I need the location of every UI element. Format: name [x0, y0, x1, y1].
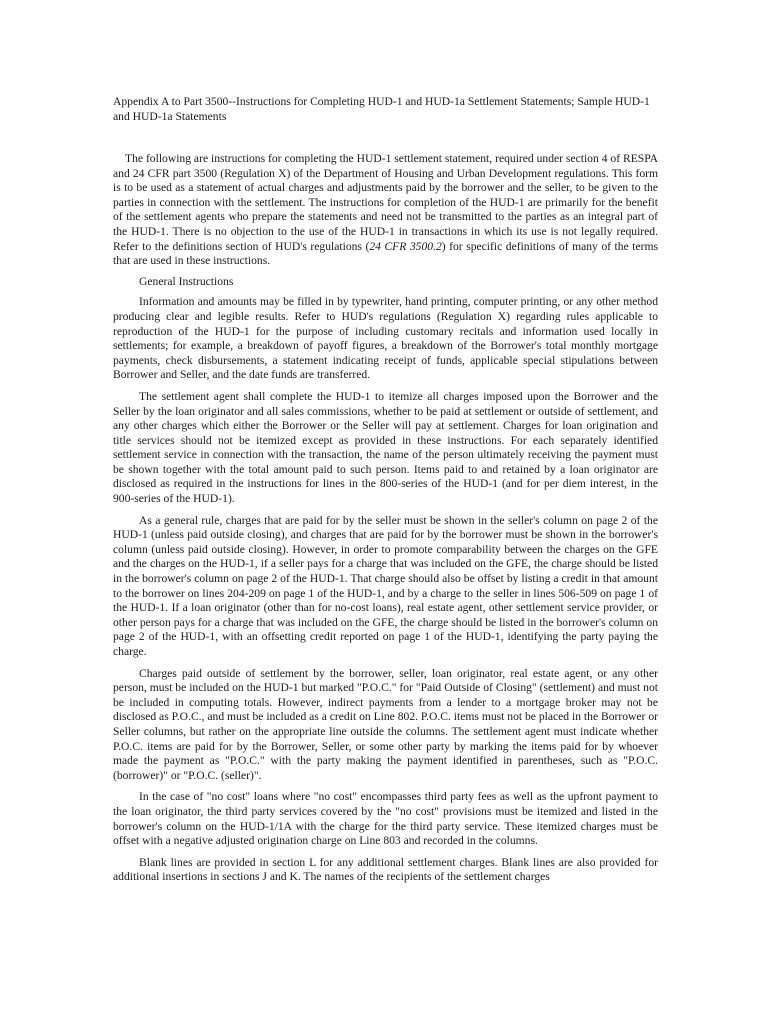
- document-page: [113, 94, 658, 892]
- section-heading: General Instructions: [139, 274, 234, 288]
- intro-text-end: ) for specific definitions of many of the terms that are used in these instructions.: [113, 239, 658, 268]
- body-paragraph: Information and amounts may be filled in by typewriter, hand printing, computer printing, or any other method producing clear and legible results. Refer to HUD's regulations (Regulation X) regarding rules applicable to reproduction of the HUD-1 for the purpose of including customary recitals and information used locally in settlements; for example, a breakdown of payoff figures, a breakdown of the Borrower's total monthly mortgage payments, check disbursements, a statement indicating receipt of funds, applicable special stipulations between Borrower and Seller, and the date funds are transferred.: [113, 295, 658, 382]
- body-paragraph: Charges paid outside of settlement by the borrower, seller, loan originator, real estate agent, or any other person, must be included on the HUD-1 but marked "P.O.C." for "Paid Outside of Closing" (settlement) and must not be included in computing totals. However, indirect payments from a lender to a mortgage broker may not be disclosed as P.O.C., and must be included as a credit on Line 802. P.O.C. items must not be placed in the Borrower or Seller columns, but rather on the appropriate line outside the columns. The settlement agent must indicate whether P.O.C. items are paid for by the Borrower, Seller, or some other party by marking the items paid for by whoever made the payment as "P.O.C." with the party making the payment identified in parentheses, such as "P.O.C. (borrower)" or "P.O.C. (seller)".: [113, 666, 658, 782]
- body-paragraph: Blank lines are provided in section L for any additional settlement charges. Blank lines are also provided for additional insertions in sections J and K. The names of the recipients of the settlement charges: [113, 855, 658, 884]
- body-paragraph: In the case of "no cost" loans where "no cost" encompasses third party fees as well as the upfront payment to the loan originator, the third party services covered by the "no cost" provisions must be itemized and listed in the borrower's column on the HUD-1/1A with the charge for the third party service. These itemized charges must be offset with a negative adjusted origination charge on Line 803 and recorded in the columns.: [113, 790, 658, 848]
- body-paragraph: As a general rule, charges that are paid for by the seller must be shown in the seller's column on page 2 of the HUD-1 (unless paid outside closing), and charges that are paid for by the borrower must be shown in the borrower's column (unless paid outside closing). However, in order to promote comparability between the charges on the GFE and the charges on the HUD-1, if a seller pays for a charge that was included on the GFE, the charge should be listed in the borrower's column on page 2 of the HUD-1. That charge should also be offset by listing a credit in that amount to the borrower on lines 204-209 on page 1 of the HUD-1, and by a charge to the seller in lines 506-509 on page 1 of the HUD-1. If a loan originator (other than for no-cost loans), real estate agent, other settlement service provider, or other person pays for a charge that was included on the GFE, the charge should be listed in the borrower's column on page 2 of the HUD-1, with an offsetting credit reported on page 1 of the HUD-1, identifying the party paying the charge.: [113, 513, 658, 658]
- intro-text: The following are instructions for completing the HUD-1 settlement statement, required under section 4 of RESPA and 24 CFR part 3500 (Regulation X) of the Department of Housing and Urban Development regulations. This form is to be used as a statement of actual charges and adjustments paid by the borrower and the seller, to be given to the parties in connection with the settlement. The instructions for completion of the HUD-1 are primarily for the benefit of the settlement agents who prepare the statements and need not be transmitted to the parties as an integral part of the HUD-1. There is no objection to the use of the HUD-1 in transactions in which its use is not legally required. Refer to the definitions section of HUD's regulations (: [113, 152, 658, 253]
- intro-paragraph: [113, 152, 658, 269]
- body-paragraph: The settlement agent shall complete the HUD-1 to itemize all charges imposed upon the Borrower and the Seller by the loan originator and all sales commissions, whether to be paid at settlement or outside of settlement, and any other charges which either the Borrower or the Seller will pay at settlement. Charges for loan origination and title services should not be itemized except as provided in these instructions. For each separately identified settlement service in connection with the transaction, the name of the person ultimately receiving the payment must be shown together with the total amount paid to such person. Items paid to and retained by a loan originator are disclosed as required in the instructions for lines in the 800-series of the HUD-1 (and for per diem interest, in the 900-series of the HUD-1).: [113, 389, 658, 506]
- regulation-citation-link[interactable]: 24 CFR 3500.2: [369, 239, 442, 253]
- document-title: Appendix A to Part 3500--Instructions for Completing HUD-1 and HUD-1a Settlement Statements; Sample HUD-1 and HUD-1a Statements: [113, 95, 650, 123]
